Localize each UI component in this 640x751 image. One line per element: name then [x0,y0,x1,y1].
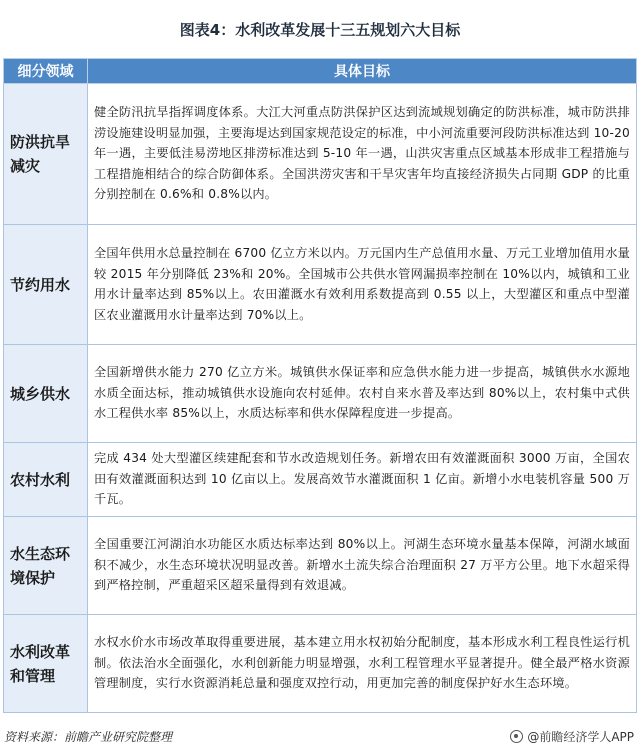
row-field: 农村水利 [4,443,88,517]
table-row [4,517,637,615]
table-row [4,225,637,345]
row-target: 全国重要江河湖泊水功能区水质达标率达到 80%以上。河湖生态环境水量基本保障，河湖水域面积不减少，水生态环境状况明显改善。新增水土流失综合治理面积 27 万平方公里。地下水超采得到严格控制，严重超采区超采量得到有效退减。 [88,517,637,615]
header-field: 细分领域 [4,59,88,84]
row-target: 全国新增供水能力 270 亿立方米。城镇供水保证率和应急供水能力进一步提高，城镇供水水源地水质全面达标，推动城镇供水设施向农村延伸。农村自来水普及率达到 80%以上，农村集中式供水工程供水率 85%以上，水质达标率和供水保障程度进一步提高。 [88,345,637,443]
row-target: 完成 434 处大型灌区续建配套和节水改造规划任务。新增农田有效灌溉面积 3000 万亩，全国农田有效灌溉面积达到 10 亿亩以上。发展高效节水灌溉面积 1 亿亩。新增小水电装机容量 500 万千瓦。 [88,443,637,517]
header-target: 具体目标 [88,59,637,84]
source-note: 资料来源：前瞻产业研究院整理 [4,730,173,744]
app-logo-icon [510,730,523,743]
table-row [4,615,637,713]
goals-table [3,58,637,713]
row-field: 防洪抗旱减灾 [4,84,88,225]
row-target: 全国年供用水总量控制在 6700 亿立方米以内。万元国内生产总值用水量、万元工业增加值用水量较 2015 年分别降低 23%和 20%。全国城市公共供水管网漏损率控制在 10%以内，城镇和工业用水计量率达到 85%以上。农田灌溉水有效利用系数提高到 0.55 以上，大型灌区和重点中型灌区农业灌溉用水计量率达到 70%以上。 [88,225,637,345]
row-field: 节约用水 [4,225,88,345]
table-row [4,443,637,517]
table-header-row [4,59,637,84]
row-field: 城乡供水 [4,345,88,443]
table-row [4,345,637,443]
row-target: 水权水价水市场改革取得重要进展，基本建立用水权初始分配制度，基本形成水利工程良性运行机制。依法治水全面强化，水利创新能力明显增强，水利工程管理水平显著提升。健全最严格水资源管理制度，实行水资源消耗总量和强度双控行动，用更加完善的制度保护好水生态环境。 [88,615,637,713]
footer [0,722,640,751]
row-target: 健全防汛抗旱指挥调度体系。大江大河重点防洪保护区达到流域规划确定的防洪标准，城市防洪排涝设施建设明显加强，主要海堤达到国家规范设定的标准，中小河流重要河段防洪标准达到 10-20 年一遇，主要低洼易涝地区排涝标准达到 5-10 年一遇，山洪灾害重点区域基本形成非工程措施与工程措施相结合的综合防御体系。全国洪涝灾害和干旱灾害年均直接经济损失占同期 GDP 的比重分别控制在 0.6%和 0.8%以内。 [88,84,637,225]
row-field: 水生态环境保护 [4,517,88,615]
row-field: 水利改革和管理 [4,615,88,713]
credit-text: @前瞻经济学人APP [527,730,634,744]
table-row [4,84,637,225]
credit [510,728,640,745]
chart-title: 图表4：水利改革发展十三五规划六大目标 [179,20,461,39]
